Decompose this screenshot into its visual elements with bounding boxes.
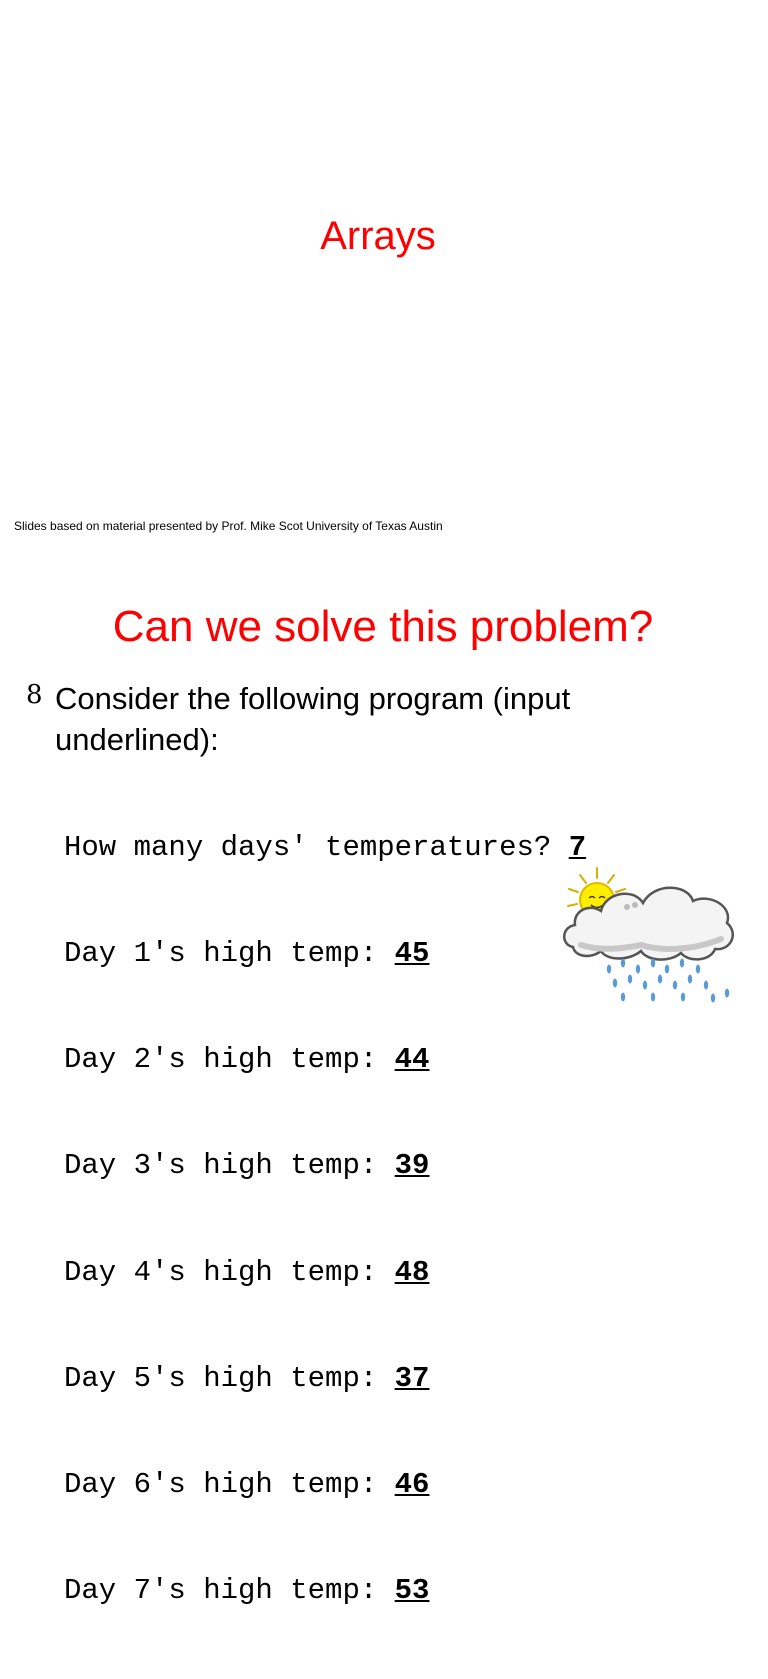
bullet-text: Consider the following program (input underlined): xyxy=(55,681,571,757)
program-prompt: Day 7's high temp: xyxy=(64,1574,395,1608)
program-prompt: Day 3's high temp: xyxy=(64,1149,395,1183)
user-input: 39 xyxy=(394,1149,430,1183)
program-line xyxy=(64,830,586,865)
slide-title: Can we solve this problem? xyxy=(112,602,654,651)
program-prompt: Day 2's high temp: xyxy=(64,1043,395,1077)
program-prompt: Day 6's high temp: xyxy=(64,1468,395,1502)
program-line xyxy=(64,1361,586,1396)
slide-title: Arrays xyxy=(320,214,436,258)
user-input: 48 xyxy=(394,1255,430,1289)
slide-problem xyxy=(0,576,768,1608)
user-input: 53 xyxy=(394,1574,430,1608)
user-input: 7 xyxy=(568,830,587,864)
program-output xyxy=(64,759,586,1679)
user-input: 44 xyxy=(394,1043,430,1077)
program-line xyxy=(64,1573,586,1608)
user-input: 37 xyxy=(394,1361,430,1395)
program-prompt: How many days' temperatures? xyxy=(64,830,569,864)
program-line xyxy=(64,1255,586,1290)
user-input: 45 xyxy=(394,937,430,971)
program-line xyxy=(64,1042,586,1077)
program-line xyxy=(64,1467,586,1502)
program-line xyxy=(64,1148,586,1183)
program-prompt: Day 4's high temp: xyxy=(64,1255,395,1289)
program-prompt: Day 1's high temp: xyxy=(64,937,395,971)
sun-cloud-rain-icon xyxy=(561,865,739,1005)
user-input: 46 xyxy=(394,1468,430,1502)
credit-line: Slides based on material presented by Prof. Mike Scot University of Texas Austin xyxy=(14,519,443,533)
program-line xyxy=(64,936,586,971)
program-prompt: Day 5's high temp: xyxy=(64,1361,395,1395)
bullet-marker: 8 xyxy=(26,680,43,710)
slide-arrays-title xyxy=(0,0,768,576)
